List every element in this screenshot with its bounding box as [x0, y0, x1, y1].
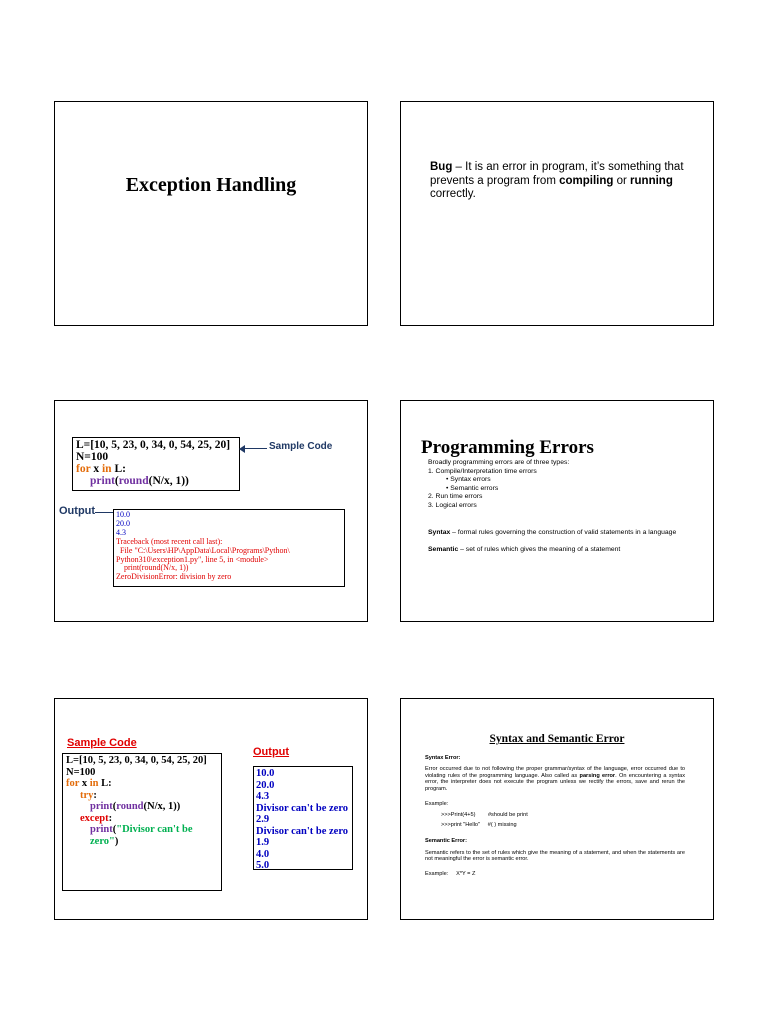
- slide-syntax-semantic-error: [400, 698, 714, 920]
- compiling-term: compiling: [559, 174, 614, 187]
- output-line: Divisor can't be zero: [256, 802, 349, 814]
- syntax-paragraph: [425, 766, 685, 792]
- code-token: :: [108, 812, 113, 824]
- slide-bug-definition: [400, 101, 714, 326]
- sample-code-label: Sample Code: [67, 737, 137, 749]
- example-label: Example:: [425, 801, 449, 808]
- output-line: 4.3: [256, 791, 270, 802]
- traceback-line: File "C:\Users\HP\AppData\Local\Programs\Python\: [116, 545, 290, 555]
- code-line: [66, 778, 218, 790]
- code-line: [66, 790, 218, 802]
- code-line: L=[10, 5, 23, 0, 34, 0, 54, 25, 20]: [66, 755, 207, 766]
- syntax-text-a: Error occurred due to not following the proper grammar/syntax of the language, error occurred due to violating rules of the programming language. Also called as: [425, 766, 685, 779]
- slide-title: Exception Handling: [125, 174, 297, 196]
- keyword-in: in: [101, 463, 112, 475]
- semantic-definition: [428, 546, 620, 555]
- code-token: x: [79, 778, 90, 789]
- list-intro: Broadly programming errors are of three types:: [428, 459, 570, 466]
- keyword-in: in: [89, 778, 99, 789]
- list-item: • Syntax errors: [446, 476, 491, 484]
- traceback-line: Traceback (most recent call last):: [116, 536, 223, 546]
- arrow-line: [243, 448, 267, 449]
- slide-title: Programming Errors: [421, 437, 594, 458]
- slide-body: [425, 755, 685, 883]
- output-line: 10.0: [256, 768, 275, 779]
- semantic-paragraph: Semantic refers to the set of rules which give the meaning of a statement, and when the statements are not meaningful the error is semantic error.: [425, 849, 685, 863]
- output-box: [253, 766, 353, 870]
- output-line: 5.0: [256, 860, 270, 871]
- code-line: L=[10, 5, 23, 0, 34, 0, 54, 25, 20]: [76, 439, 231, 451]
- output-line: 4.0: [256, 848, 270, 860]
- slide-exception-handling: [54, 101, 368, 326]
- code-token: L:: [98, 778, 112, 789]
- semantic-def-text: – set of rules which gives the meaning of a statement: [458, 546, 621, 553]
- semantic-term: Semantic: [428, 546, 459, 553]
- or-text: or: [613, 174, 631, 187]
- output-line: 20.0: [256, 779, 275, 791]
- slide-programming-errors: [400, 400, 714, 622]
- bug-text-end: correctly.: [430, 188, 476, 200]
- output-line: 10.0: [116, 510, 130, 519]
- semantic-heading: Semantic Error:: [425, 838, 467, 845]
- keyword-try: try: [80, 789, 94, 801]
- output-box: [113, 509, 345, 587]
- traceback-line: Python310\exception1.py", line 5, in <module>: [116, 554, 269, 564]
- traceback-line: ZeroDivisionError: division by zero: [116, 572, 232, 582]
- arrow-right-icon: [95, 512, 113, 513]
- keyword-for: for: [76, 463, 91, 475]
- running-term: running: [630, 174, 673, 187]
- bug-definition-text: [430, 161, 690, 202]
- output-line: Divisor can't be zero: [256, 825, 349, 837]
- slide-try-except: [54, 698, 368, 920]
- code-line: print(round(N/x, 1)): [90, 801, 181, 812]
- example-line: Example: X*Y = Z: [425, 871, 476, 878]
- code-line: [66, 813, 218, 825]
- keyword-round: round: [118, 475, 149, 487]
- output-label: Output: [253, 746, 290, 758]
- code-token: (N/x, 1)): [143, 801, 181, 812]
- output-line: 4.3: [116, 527, 126, 537]
- keyword-print: print: [90, 824, 113, 835]
- output-line: 1.9: [256, 837, 270, 848]
- bug-text-1: – It is an error in program, it’s something that prevents a program from: [430, 161, 684, 187]
- output-line: 20.0: [116, 518, 130, 528]
- keyword-except: except: [80, 812, 109, 824]
- code-token: :: [93, 789, 97, 801]
- code-line: N=100: [66, 766, 96, 778]
- syntax-text-b: . On encountering a syntax error, the interpreter does not execute the program unless we rectify the errors, save and rerun the program.: [425, 772, 685, 792]
- list-item: 1. Compile/Interpretation time errors: [428, 467, 537, 475]
- code-line: print("Divisor can't be zero"): [90, 824, 193, 847]
- syntax-term: Syntax: [428, 529, 451, 536]
- sample-code-label: Sample Code: [269, 441, 333, 452]
- syntax-heading: Syntax Error:: [425, 755, 461, 761]
- code-token: (: [114, 475, 119, 487]
- slide-title: Syntax and Semantic Error: [489, 733, 625, 745]
- code-box: [62, 753, 222, 891]
- traceback-line: print(round(N/x, 1)): [116, 563, 189, 573]
- output-label: Output: [59, 505, 96, 517]
- code-line: [76, 475, 236, 487]
- bug-term: Bug: [430, 161, 453, 173]
- code-token: x: [90, 463, 102, 475]
- code-token: (N/x, 1)): [148, 475, 189, 487]
- keyword-print: print: [90, 475, 115, 487]
- syntax-def-text: – formal rules governing the construction of valid statements in a language: [450, 529, 677, 536]
- keyword-print: print: [90, 801, 113, 812]
- list-item: • Semantic errors: [446, 484, 499, 492]
- list-item: 3. Logical errors: [428, 501, 477, 509]
- code-line: [76, 463, 236, 475]
- syntax-definition: [428, 529, 676, 538]
- list-item: 2. Run time errors: [428, 493, 483, 501]
- example-line: >>>Print(4+5) #should be print: [441, 812, 528, 819]
- example-line: >>>print "Hello" #( ) missing: [441, 821, 517, 828]
- code-line: N=100: [76, 451, 109, 463]
- error-types-list: [428, 459, 708, 511]
- code-token: L:: [111, 463, 126, 475]
- keyword-round: round: [116, 801, 144, 812]
- code-box: [72, 437, 240, 491]
- code-token: ): [114, 835, 119, 847]
- keyword-for: for: [66, 778, 80, 789]
- output-line: 2.9: [256, 814, 270, 825]
- slide-sample-code-error: [54, 400, 368, 622]
- string-literal: "Divisor can't be zero": [90, 824, 193, 847]
- parsing-error-term: parsing error: [579, 772, 616, 779]
